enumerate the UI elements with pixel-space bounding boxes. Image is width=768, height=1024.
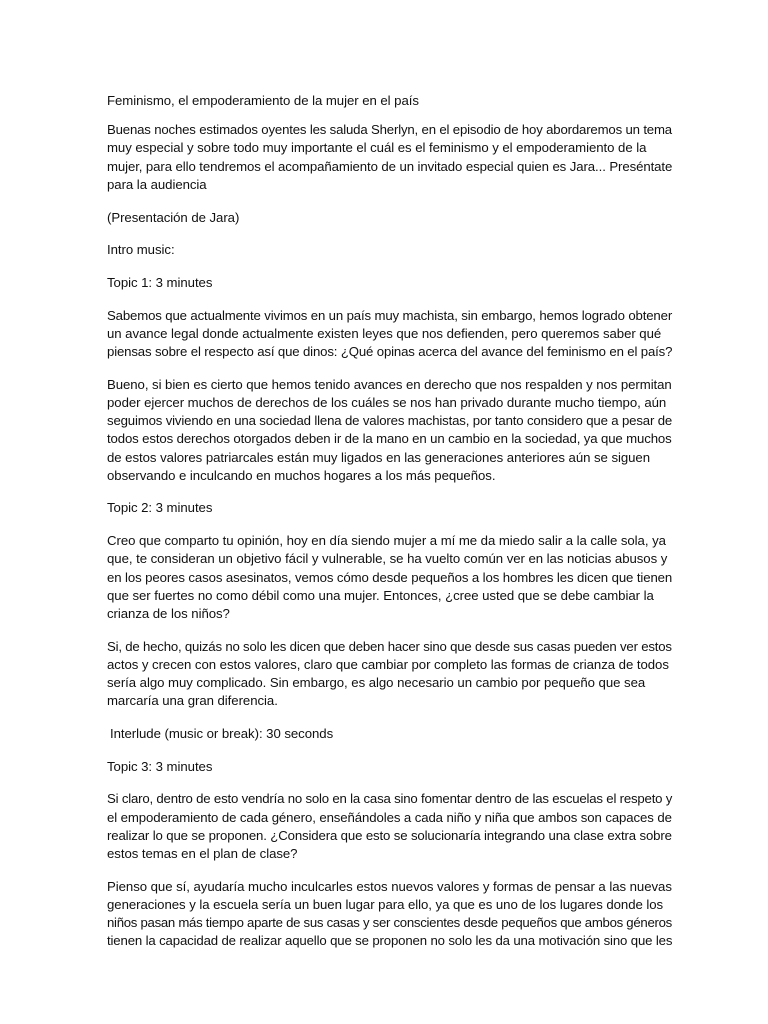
text-line: el empoderamiento de cada género, enseñándoles a cada niño y niña que ambos son capaces de bbox=[107, 809, 672, 825]
text-line: todos estos derechos otorgados deben ir de la mano en un cambio en la sociedad, ya que muchos bbox=[107, 431, 672, 447]
text-line: Pienso que sí, ayudaría mucho inculcarles estos nuevos valores y formas de pensar a las nuevas bbox=[107, 878, 672, 894]
text-line: que ser fuertes no como débil como una mujer. Entonces, ¿cree usted que se debe cambiar la bbox=[107, 587, 654, 603]
topic-3-question bbox=[107, 790, 673, 863]
text-line: tienen la capacidad de realizar aquello que se proponen no solo les da una motivación sino que les bbox=[107, 933, 673, 949]
text-line: poder ejercer muchos de derechos de los cuáles se nos han privado durante mucho tiempo, aún bbox=[107, 394, 667, 410]
topic-1-heading bbox=[107, 274, 668, 292]
text-line: generaciones y la escuela sería un buen lugar para ello, ya que es uno de los lugares donde los bbox=[107, 896, 664, 912]
text-line: un avance legal donde actualmente existen leyes que nos defienden, pero queremos saber qué bbox=[107, 325, 662, 341]
text-line: de estos valores patriarcales están muy ligados en las generaciones anteriores aún se siguen bbox=[107, 449, 651, 465]
text-line: en los peores casos asesinatos, vemos cómo desde pequeños a los hombres les dicen que tienen bbox=[107, 569, 673, 585]
text-line: niños pasan más tiempo aparte de sus casas y ser conscientes desde pequeños que ambos géneros bbox=[107, 915, 672, 931]
text-line: marcaría una gran diferencia. bbox=[107, 693, 278, 709]
text-line: seguimos viviendo en una sociedad llena de valores machistas, por tanto considero que a pesar de bbox=[107, 413, 673, 429]
intro-paragraph bbox=[107, 121, 673, 194]
intro-music-label bbox=[107, 241, 668, 259]
topic-1-question bbox=[107, 307, 673, 362]
text-line: Buenas noches estimados oyentes les saluda Sherlyn, en el episodio de hoy abordaremos un tema bbox=[107, 122, 672, 138]
text-line: Interlude (music or break): 30 seconds bbox=[110, 725, 334, 741]
topic-2-answer bbox=[107, 638, 672, 711]
text-line: observando e inculcando en muchos hogares a los más pequeños. bbox=[107, 467, 496, 483]
text-line: Topic 3: 3 minutes bbox=[107, 758, 213, 774]
text-line: Si, de hecho, quizás no solo les dicen que deben hacer sino que desde sus casas pueden ver estos bbox=[107, 638, 672, 654]
text-line: Sabemos que actualmente vivimos en un país muy machista, sin embargo, hemos logrado obtener bbox=[107, 307, 673, 323]
topic-3-answer bbox=[107, 878, 673, 951]
text-line: Creo que comparto tu opinión, hoy en día siendo mujer a mí me da miedo salir a la calle sola, ya bbox=[107, 533, 666, 549]
document-title bbox=[107, 92, 668, 110]
text-line: para la audiencia bbox=[107, 176, 207, 192]
text-line: crianza de los niños? bbox=[107, 605, 230, 621]
interlude-label bbox=[107, 725, 668, 743]
topic-3-heading bbox=[107, 758, 668, 776]
text-line: realizar lo que se proponen. ¿Considera que esto se solucionaría integrando una clase extra sobre bbox=[107, 827, 672, 843]
text-line: estos temas en el plan de clase? bbox=[107, 846, 298, 861]
text-line: que, te consideran un objetivo fácil y vulnerable, se ha vuelto común ver en las noticias abusos y bbox=[107, 551, 668, 567]
text-line: Bueno, si bien es cierto que hemos tenido avances en derecho que nos respalden y nos permitan bbox=[107, 376, 672, 392]
text-line: (Presentación de Jara) bbox=[107, 209, 240, 225]
text-line: muy especial y sobre todo muy importante el cuál es el feminismo y el empoderamiento de la bbox=[107, 140, 647, 156]
text-line: Topic 1: 3 minutes bbox=[107, 274, 213, 290]
text-line: actos y crecen con estos valores, claro que cambiar por completo las formas de crianza de todos bbox=[107, 656, 669, 672]
guest-presentation-note bbox=[107, 209, 668, 227]
text-line: piensas sobre el respecto así que dinos: ¿Qué opinas acerca del avance del feminismo en el país? bbox=[107, 344, 673, 360]
text-line: Topic 2: 3 minutes bbox=[107, 500, 213, 516]
topic-2-question bbox=[107, 532, 673, 623]
text-line: Intro music: bbox=[107, 242, 175, 258]
text-line: Si claro, dentro de esto vendría no solo en la casa sino fomentar dentro de las escuelas el respeto y bbox=[107, 791, 673, 807]
topic-2-heading bbox=[107, 499, 668, 517]
title-text: Feminismo, el empoderamiento de la mujer en el país bbox=[107, 93, 419, 108]
text-line: sería algo muy complicado. Sin embargo, es algo necesario un cambio por pequeño que sea bbox=[107, 675, 646, 691]
document-body bbox=[107, 121, 673, 950]
topic-1-answer bbox=[107, 376, 673, 485]
text-line: mujer, para ello tendremos el acompañamiento de un invitado especial quien es Jara... Preséntate bbox=[107, 158, 673, 174]
